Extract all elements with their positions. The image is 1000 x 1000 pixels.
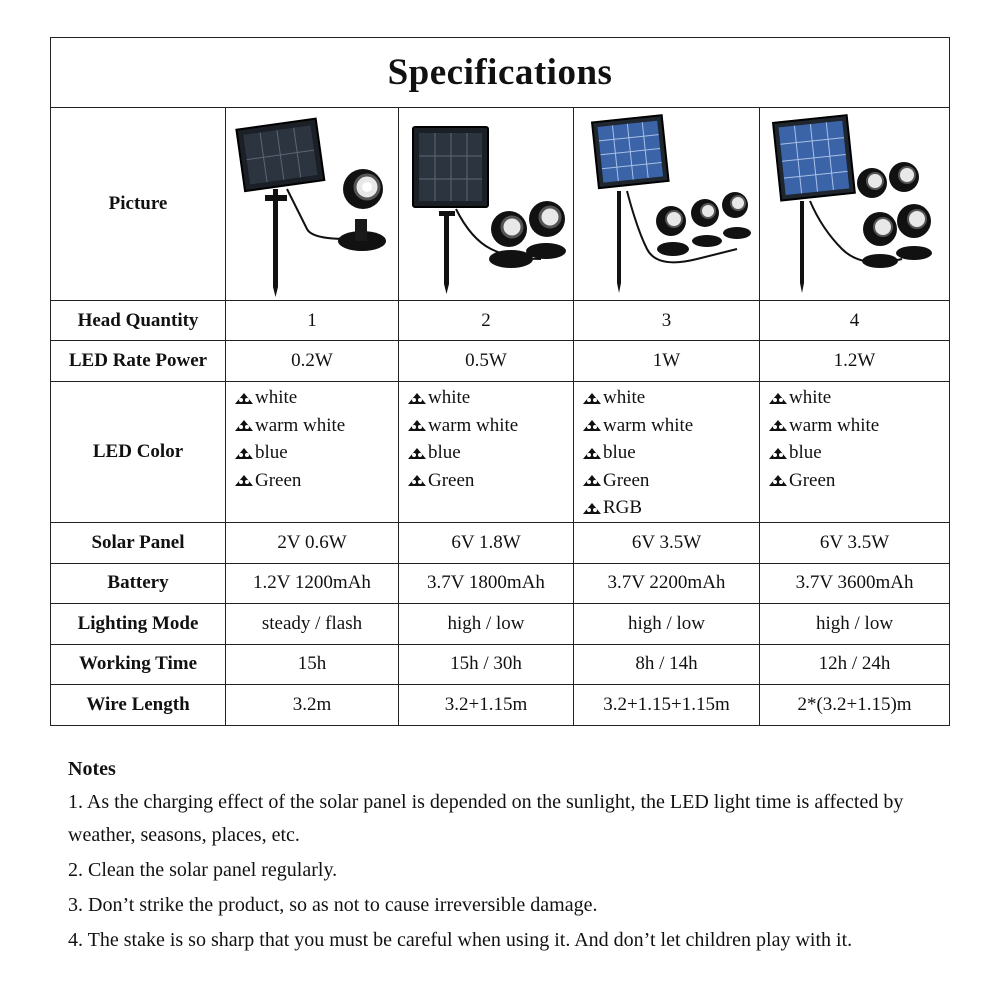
color-item (407, 384, 573, 412)
spec-table (50, 37, 950, 726)
color-label: blue (255, 442, 288, 463)
color-label: blue (789, 442, 822, 463)
lamp-icon (234, 473, 254, 487)
notes-section (68, 753, 948, 957)
battery-3: 3.7V 2200mAh (574, 563, 760, 603)
solar-panel-3: 6V 3.5W (574, 522, 760, 563)
head-quantity-3: 3 (574, 301, 760, 341)
color-item (768, 384, 949, 412)
lamp-icon (768, 418, 788, 432)
color-label: Green (428, 469, 475, 491)
row-label-working-time: Working Time (51, 644, 226, 684)
lamp-icon (234, 446, 254, 460)
led-rate-power-3: 1W (574, 341, 760, 382)
color-item (234, 412, 398, 440)
color-item (768, 467, 949, 495)
lighting-mode-2: high / low (399, 603, 574, 644)
note-item: 3. Don’t strike the product, so as not to cause irreversible damage. (68, 894, 598, 916)
led-rate-power-4: 1.2W (760, 341, 950, 382)
note-item: 2. Clean the solar panel regularly. (68, 859, 338, 881)
color-item (582, 467, 759, 495)
lamp-icon (582, 418, 602, 432)
working-time-2: 15h / 30h (399, 644, 574, 684)
lamp-icon (407, 391, 427, 405)
led-color-list-4 (760, 382, 950, 523)
wire-length-2: 3.2+1.15m (399, 684, 574, 725)
head-quantity-4: 4 (760, 301, 950, 341)
notes-title: Notes (68, 758, 116, 780)
row-label-led-color: LED Color (51, 382, 226, 523)
led-rate-power-1: 0.2W (226, 341, 399, 382)
color-item (582, 439, 759, 467)
working-time-3: 8h / 14h (574, 644, 760, 684)
head-quantity-2: 2 (399, 301, 574, 341)
working-time-1: 15h (226, 644, 399, 684)
wire-length-4: 2*(3.2+1.15)m (760, 684, 950, 725)
solar-panel-4: 6V 3.5W (760, 522, 950, 563)
row-label-lighting-mode: Lighting Mode (51, 603, 226, 644)
solar-panel-2: 6V 1.8W (399, 522, 574, 563)
battery-2: 3.7V 1800mAh (399, 563, 574, 603)
lamp-icon (582, 501, 602, 515)
lamp-icon (234, 391, 254, 405)
lamp-icon (582, 473, 602, 487)
note-item: 4. The stake is so sharp that you must be careful when using it. And don’t let children play with it. (68, 929, 853, 951)
color-item (234, 384, 398, 412)
color-label: white (603, 387, 646, 408)
led-color-list-3 (574, 382, 760, 523)
head-quantity-1: 1 (226, 301, 399, 341)
color-item (768, 439, 949, 467)
color-item (582, 412, 759, 440)
lamp-icon (768, 391, 788, 405)
working-time-4: 12h / 24h (760, 644, 950, 684)
color-item (234, 439, 398, 467)
lamp-icon (407, 473, 427, 487)
color-item (407, 412, 573, 440)
product-image-1 (226, 108, 399, 301)
battery-1: 1.2V 1200mAh (226, 563, 399, 603)
color-label: white (428, 387, 471, 408)
wire-length-1: 3.2m (226, 684, 399, 725)
color-label: Green (789, 469, 836, 491)
product-image-2 (399, 108, 574, 301)
table-title: Specifications (51, 38, 950, 108)
color-label: white (789, 387, 832, 408)
led-rate-power-2: 0.5W (399, 341, 574, 382)
lamp-icon (407, 418, 427, 432)
battery-4: 3.7V 3600mAh (760, 563, 950, 603)
color-label: white (255, 387, 298, 408)
color-label: warm white (255, 414, 346, 436)
color-item (582, 494, 759, 522)
row-label-solar-panel: Solar Panel (51, 522, 226, 563)
color-label: warm white (603, 414, 694, 436)
row-label-battery: Battery (51, 563, 226, 603)
note-item: 1. As the charging effect of the solar panel is depended on the sunlight, the LED light time is affected by weather, seasons, places, etc. (68, 791, 904, 846)
lamp-icon (768, 446, 788, 460)
lamp-icon (582, 391, 602, 405)
row-label-wire-length: Wire Length (51, 684, 226, 725)
color-label: blue (603, 442, 636, 463)
color-item (407, 467, 573, 495)
color-item (582, 384, 759, 412)
color-label: blue (428, 442, 461, 463)
lighting-mode-1: steady / flash (226, 603, 399, 644)
lighting-mode-4: high / low (760, 603, 950, 644)
led-color-list-2 (399, 382, 574, 523)
color-label: RGB (603, 497, 643, 518)
color-item (768, 412, 949, 440)
color-item (407, 439, 573, 467)
solar-panel-1: 2V 0.6W (226, 522, 399, 563)
color-label: Green (255, 469, 302, 491)
product-image-4 (760, 108, 950, 301)
row-label-led-rate-power: LED Rate Power (51, 341, 226, 382)
lighting-mode-3: high / low (574, 603, 760, 644)
lamp-icon (582, 446, 602, 460)
color-label: Green (603, 469, 650, 491)
lamp-icon (407, 446, 427, 460)
lamp-icon (768, 473, 788, 487)
product-image-3 (574, 108, 760, 301)
row-label-head-quantity: Head Quantity (51, 301, 226, 341)
led-color-list-1 (226, 382, 399, 523)
lamp-icon (234, 418, 254, 432)
color-label: warm white (789, 414, 880, 436)
wire-length-3: 3.2+1.15+1.15m (574, 684, 760, 725)
row-label-picture: Picture (51, 108, 226, 301)
color-item (234, 467, 398, 495)
color-label: warm white (428, 414, 519, 436)
